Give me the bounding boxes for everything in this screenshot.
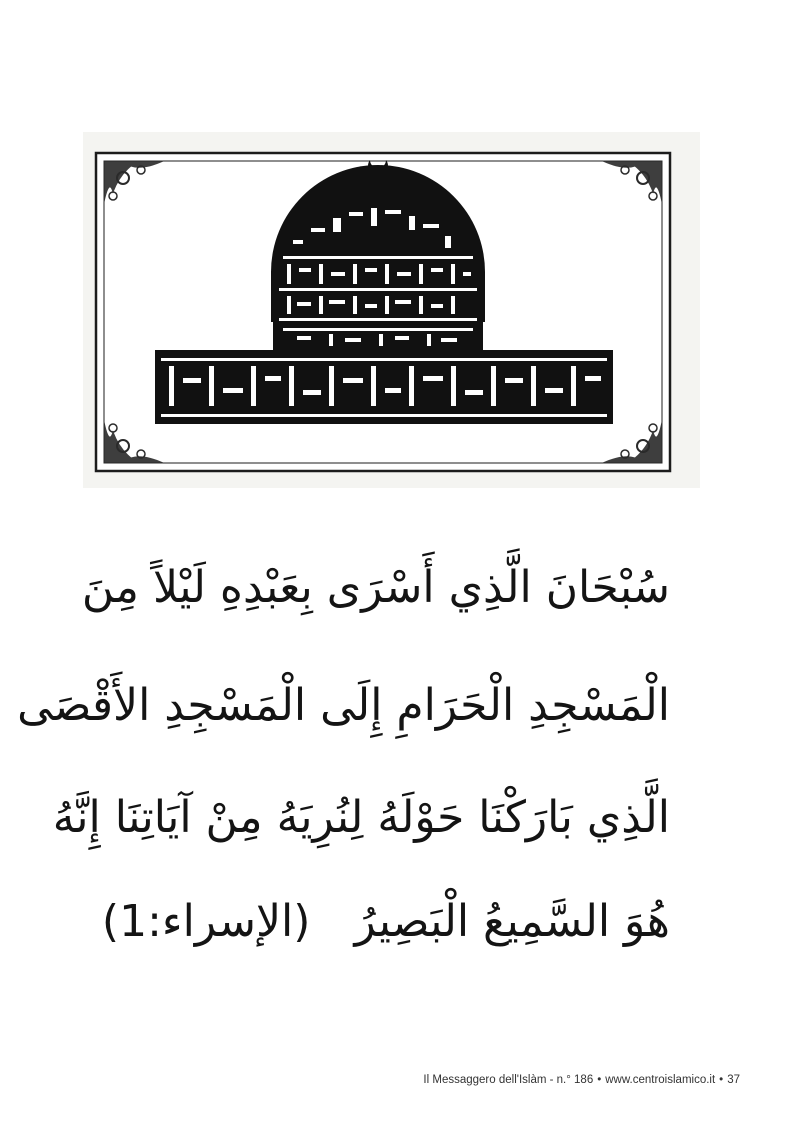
footer-separator: •: [719, 1074, 724, 1086]
verse-line-4-text: هُوَ السَّمِيعُ الْبَصِيرُ: [354, 896, 670, 947]
verse-line-4: [100, 892, 670, 952]
verse-line-2: الْمَسْجِدِ الْحَرَامِ إِلَى الْمَسْجِدِ الأَقْصَى: [17, 680, 670, 731]
verse-reference: (الإسراء:1): [101, 896, 311, 947]
footer-separator: •: [597, 1074, 602, 1086]
publication-name: Il Messaggero dell'Islàm - n.° 186: [423, 1074, 594, 1086]
calligraphy-artwork: [83, 132, 700, 488]
website-link[interactable]: www.centroislamico.it: [605, 1074, 716, 1086]
page-number: 37: [727, 1074, 740, 1086]
kufic-calligraphy-dome-icon: [83, 132, 700, 488]
page-footer: [400, 1074, 740, 1086]
verse-line-3: الَّذِي بَارَكْنَا حَوْلَهُ لِنُرِيَهُ مِنْ آيَاتِنَا إِنَّهُ: [52, 792, 670, 843]
verse-line-1: سُبْحَانَ الَّذِي أَسْرَى بِعَبْدِهِ لَيْلاً مِنَ: [81, 562, 670, 613]
